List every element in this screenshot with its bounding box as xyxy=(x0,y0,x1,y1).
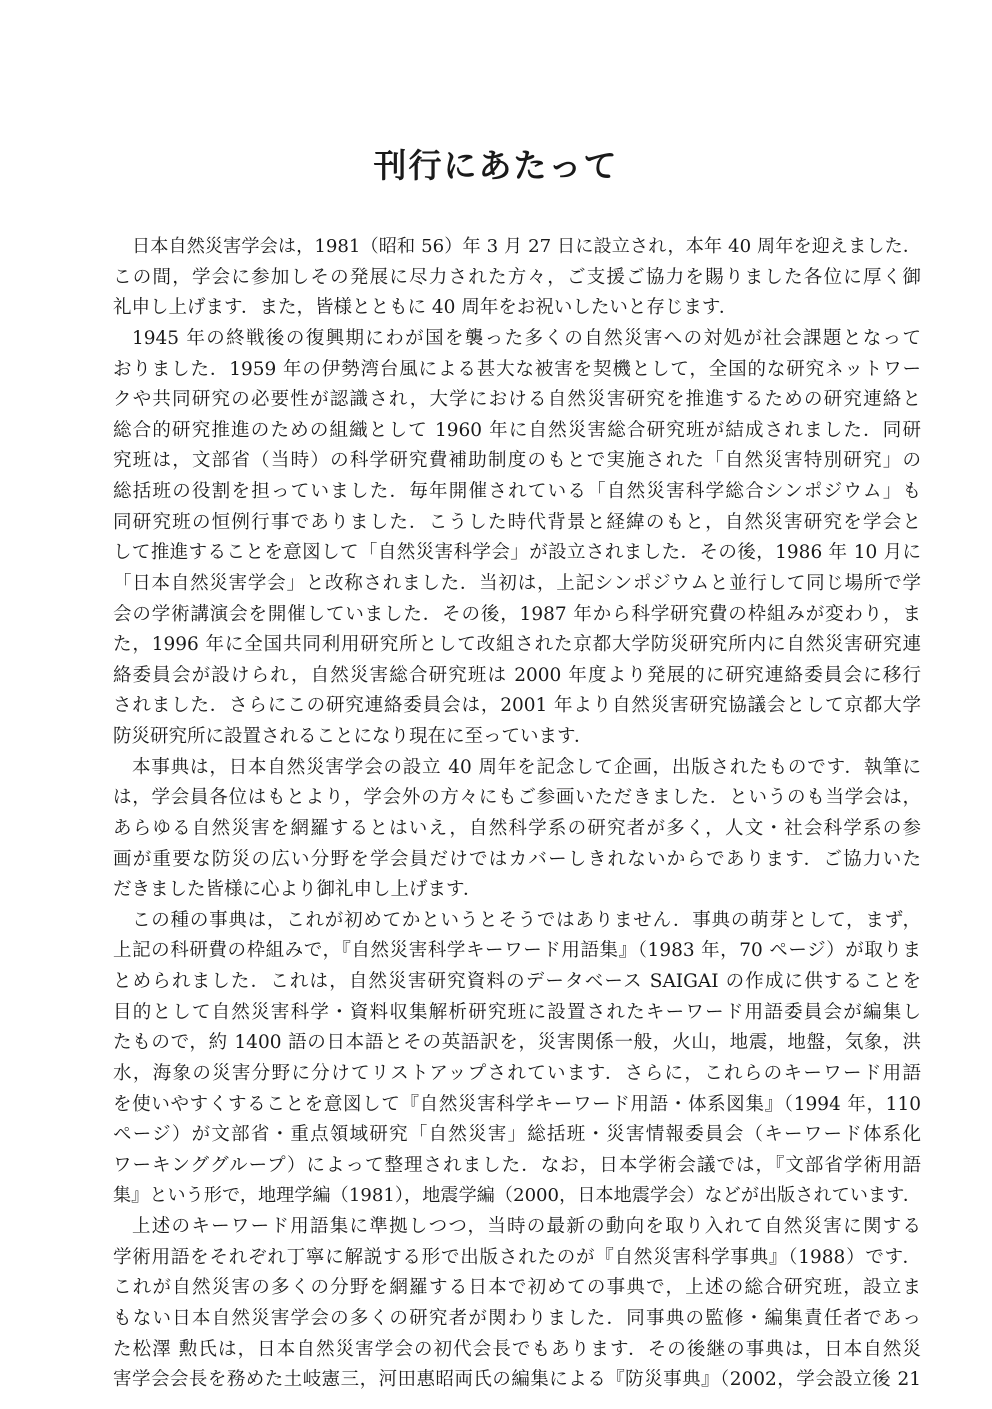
text-line: 集』という形で，地理学編（1981），地震学編（2000，日本地震学会）などが出版されています． xyxy=(113,1185,921,1207)
text-line: 総括班の役割を担っていました．毎年開催されている「自然災害科学総合シンポジウム」も xyxy=(113,481,921,502)
text-line: た松澤 勲氏は，日本自然災害学会の初代会長でもあります．その後継の事典は，日本自然災 xyxy=(113,1338,921,1360)
text-line: 本事典は，日本自然災害学会の設立 40 周年を記念して企画，出版されたものです．執筆に xyxy=(132,756,921,778)
text-line: 総合的研究推進のための組織として 1960 年に自然災害総合研究班が結成されました．同研 xyxy=(113,419,921,441)
text-line: ページ）が文部省・重点領域研究「自然災害」総括班・災害情報委員会（キーワード体系化 xyxy=(113,1124,921,1146)
text-line: 害学会会長を務めた土岐憲三，河田惠昭両氏の編集による『防災事典』（2002，学会設立後 21 xyxy=(113,1369,921,1391)
text-line: とめられました．これは，自然災害研究資料のデータベース SAIGAI の作成に供することを xyxy=(113,971,921,992)
text-line: だきました皆様に心より御礼申し上げます． xyxy=(113,879,482,901)
text-line: 「日本自然災害学会」と改称されました．当初は，上記シンポジウムと並行して同じ場所で学 xyxy=(113,572,921,594)
text-line: もない日本自然災害学会の多くの研究者が関わりました．同事典の監修・編集責任者であっ xyxy=(113,1307,921,1329)
text-line: 目的として自然災害科学・資料収集解析研究班に設置されたキーワード用語委員会が編集し xyxy=(113,1001,921,1023)
text-line: 礼申し上げます．また，皆様とともに 40 周年をお祝いしたいと存じます． xyxy=(113,297,738,319)
text-line: 究班は，文部省（当時）の科学研究費補助制度のもとで実施された「自然災害特別研究」の xyxy=(113,450,921,472)
text-line: を使いやすくすることを意図して『自然災害科学キーワード用語・体系図集』（1994 年，110 xyxy=(113,1093,921,1115)
body-text xyxy=(113,232,921,1396)
text-line: おりました．1959 年の伊勢湾台風による甚大な被害を契機として，全国的な研究ネットワー xyxy=(113,358,921,380)
text-line: あらゆる自然災害を網羅するとはいえ，自然科学系の研究者が多く，人文・社会科学系の参 xyxy=(113,817,921,839)
text-line: 上述のキーワード用語集に準拠しつつ，当時の最新の動向を取り入れて自然災害に関する xyxy=(132,1216,921,1237)
text-line: 1945 年の終戦後の復興期にわが国を襲った多くの自然災害への対処が社会課題となって xyxy=(132,327,921,349)
text-line: 水，海象の災害分野に分けてリストアップされています．さらに，これらのキーワード用語 xyxy=(113,1062,921,1084)
text-line: 防災研究所に設置されることになり現在に至っています． xyxy=(113,726,593,747)
text-line: 絡委員会が設けられ，自然災害総合研究班は 2000 年度より発展的に研究連絡委員会に移行 xyxy=(113,664,921,686)
text-line: クや共同研究の必要性が認識され，大学における自然災害研究を推進するための研究連絡と xyxy=(113,389,921,411)
text-line: されました．さらにこの研究連絡委員会は，2001 年より自然災害研究協議会として京都大学 xyxy=(113,695,921,717)
text-line: 学術用語をそれぞれ丁寧に解説する形で出版されたのが『自然災害科学事典』（1988）です． xyxy=(113,1246,921,1268)
text-line: 上記の科研費の枠組みで，『自然災害科学キーワード用語集』（1983 年，70 ページ）が取りま xyxy=(113,940,921,962)
text-line: たもので，約 1400 語の日本語とその英語訳を，災害関係一般，火山，地震，地盤，気象，洪 xyxy=(113,1032,921,1054)
text-line: ワーキンググループ）によって整理されました．なお，日本学術会議では，『文部省学術用語 xyxy=(113,1154,921,1176)
text-line: この種の事典は，これが初めてかというとそうではありません．事典の萌芽として，まず， xyxy=(132,909,921,931)
text-line: して推進することを意図して「自然災害科学会」が設立されました．その後，1986 年 10 月に xyxy=(113,542,921,564)
text-line: 会の学術講演会を開催していました．その後，1987 年から科学研究費の枠組みが変わり，ま xyxy=(113,603,921,625)
page-title: 刊行にあたって xyxy=(373,146,619,185)
text-line: 同研究班の恒例行事でありました．こうした時代背景と経緯のもと，自然災害研究を学会と xyxy=(113,511,921,533)
text-line: 画が重要な防災の広い分野を学会員だけではカバーしきれないからであります．ご協力いた xyxy=(113,848,921,870)
text-line: た，1996 年に全国共同利用研究所として改組された京都大学防災研究所内に自然災害研究連 xyxy=(113,634,921,656)
text-line: この間，学会に参加しその発展に尽力された方々，ご支援ご協力を賜りました各位に厚く御 xyxy=(113,266,921,288)
text-line: これが自然災害の多くの分野を網羅する日本で初めての事典で，上述の総合研究班，設立ま xyxy=(113,1277,921,1299)
text-line: は，学会員各位はもとより，学会外の方々にもご参画いただきました．というのも当学会は， xyxy=(113,787,921,809)
text-line: 日本自然災害学会は，1981（昭和 56）年 3 月 27 日に設立され，本年 40 周年を迎えました． xyxy=(132,236,921,257)
